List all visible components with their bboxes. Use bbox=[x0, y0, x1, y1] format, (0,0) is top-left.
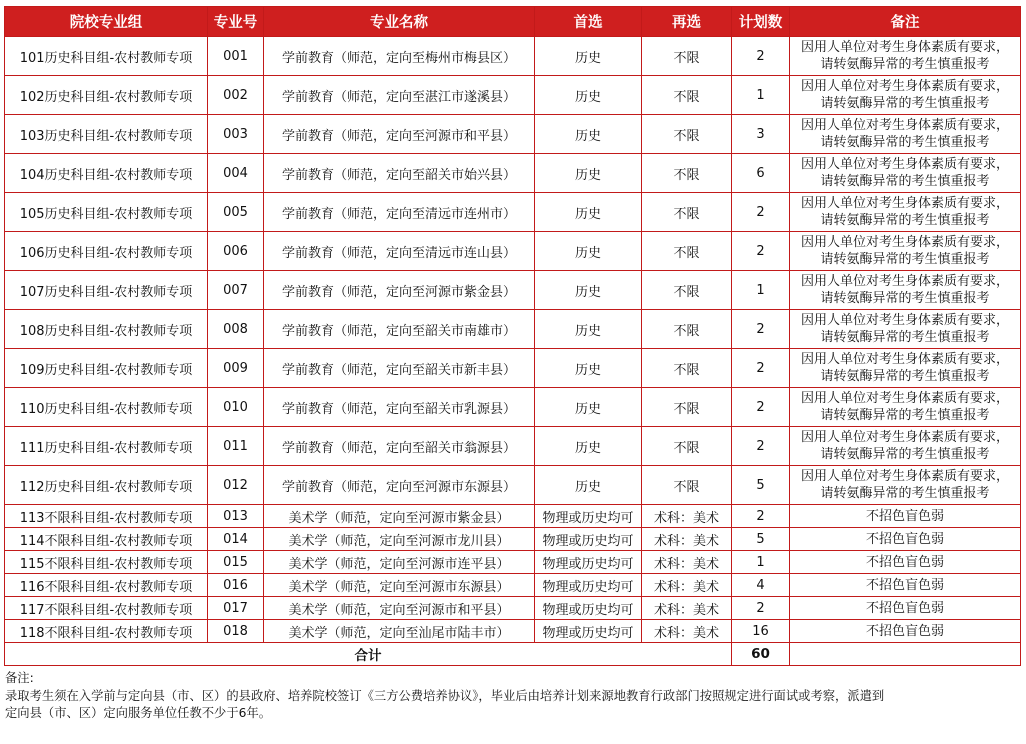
cell-note bbox=[790, 427, 1021, 466]
cell-first-choice: 物理或历史均可 bbox=[535, 528, 642, 551]
cell-major: 学前教育（师范，定向至河源市东源县） bbox=[264, 466, 535, 505]
cell-second-choice: 不限 bbox=[642, 76, 732, 115]
cell-plan: 2 bbox=[732, 232, 790, 271]
cell-code: 012 bbox=[208, 466, 264, 505]
total-note-empty bbox=[790, 643, 1021, 666]
cell-major: 学前教育（师范，定向至梅州市梅县区） bbox=[264, 37, 535, 76]
table-body bbox=[5, 37, 1021, 666]
cell-code: 008 bbox=[208, 310, 264, 349]
note-line-2: 请转氨酶异常的考生慎重报考 bbox=[820, 174, 990, 189]
table-header-row bbox=[5, 7, 1021, 37]
cell-first-choice: 物理或历史均可 bbox=[535, 574, 642, 597]
cell-first-choice: 历史 bbox=[535, 232, 642, 271]
cell-group: 112历史科目组-农村教师专项 bbox=[5, 466, 208, 505]
cell-code: 006 bbox=[208, 232, 264, 271]
cell-first-choice: 历史 bbox=[535, 271, 642, 310]
cell-major: 学前教育（师范，定向至韶关市新丰县） bbox=[264, 349, 535, 388]
note-line-2: 请转氨酶异常的考生慎重报考 bbox=[820, 291, 990, 306]
cell-plan: 2 bbox=[732, 505, 790, 528]
cell-group: 103历史科目组-农村教师专项 bbox=[5, 115, 208, 154]
cell-code: 005 bbox=[208, 193, 264, 232]
cell-plan: 1 bbox=[732, 551, 790, 574]
note-line-1: 因用人单位对考生身体素质有要求， bbox=[800, 79, 1009, 94]
cell-code: 015 bbox=[208, 551, 264, 574]
cell-note bbox=[790, 551, 1021, 574]
cell-code: 017 bbox=[208, 597, 264, 620]
cell-code: 018 bbox=[208, 620, 264, 643]
cell-note bbox=[790, 193, 1021, 232]
table-row bbox=[5, 466, 1021, 505]
cell-group: 117不限科目组-农村教师专项 bbox=[5, 597, 208, 620]
header-first-choice: 首选 bbox=[535, 7, 642, 37]
cell-first-choice: 历史 bbox=[535, 349, 642, 388]
note-line-1: 不招色盲色弱 bbox=[865, 577, 944, 593]
cell-code: 010 bbox=[208, 388, 264, 427]
cell-note bbox=[790, 271, 1021, 310]
cell-major: 学前教育（师范，定向至河源市和平县） bbox=[264, 115, 535, 154]
cell-major: 美术学（师范，定向至河源市龙川县） bbox=[264, 528, 535, 551]
cell-note bbox=[790, 115, 1021, 154]
cell-group: 101历史科目组-农村教师专项 bbox=[5, 37, 208, 76]
cell-first-choice: 历史 bbox=[535, 115, 642, 154]
note-line-2: 请转氨酶异常的考生慎重报考 bbox=[820, 330, 990, 345]
cell-major: 学前教育（师范，定向至湛江市遂溪县） bbox=[264, 76, 535, 115]
cell-code: 013 bbox=[208, 505, 264, 528]
cell-plan: 1 bbox=[732, 76, 790, 115]
cell-note bbox=[790, 154, 1021, 193]
cell-note bbox=[790, 466, 1021, 505]
cell-group: 109历史科目组-农村教师专项 bbox=[5, 349, 208, 388]
header-second-choice: 再选 bbox=[642, 7, 732, 37]
note-line-1: 因用人单位对考生身体素质有要求， bbox=[800, 469, 1009, 484]
cell-major: 学前教育（师范，定向至韶关市翁源县） bbox=[264, 427, 535, 466]
table-row bbox=[5, 310, 1021, 349]
cell-major: 学前教育（师范，定向至河源市紫金县） bbox=[264, 271, 535, 310]
cell-group: 104历史科目组-农村教师专项 bbox=[5, 154, 208, 193]
total-plan: 60 bbox=[732, 643, 790, 666]
table-row bbox=[5, 37, 1021, 76]
table-row bbox=[5, 154, 1021, 193]
cell-first-choice: 历史 bbox=[535, 76, 642, 115]
note-line-1: 因用人单位对考生身体素质有要求， bbox=[800, 430, 1009, 445]
table-row bbox=[5, 349, 1021, 388]
cell-first-choice: 历史 bbox=[535, 427, 642, 466]
cell-second-choice: 术科：美术 bbox=[642, 597, 732, 620]
cell-group: 110历史科目组-农村教师专项 bbox=[5, 388, 208, 427]
table-row bbox=[5, 597, 1021, 620]
cell-code: 004 bbox=[208, 154, 264, 193]
cell-code: 007 bbox=[208, 271, 264, 310]
cell-second-choice: 不限 bbox=[642, 310, 732, 349]
note-line-2: 请转氨酶异常的考生慎重报考 bbox=[820, 57, 990, 72]
table-row bbox=[5, 620, 1021, 643]
table-row bbox=[5, 271, 1021, 310]
cell-group: 114不限科目组-农村教师专项 bbox=[5, 528, 208, 551]
cell-note bbox=[790, 528, 1021, 551]
cell-plan: 2 bbox=[732, 597, 790, 620]
cell-code: 003 bbox=[208, 115, 264, 154]
cell-plan: 16 bbox=[732, 620, 790, 643]
note-line-2: 请转氨酶异常的考生慎重报考 bbox=[820, 408, 990, 423]
enrollment-plan-table-container bbox=[4, 6, 1020, 666]
footnote-title: 备注: bbox=[5, 671, 34, 685]
total-row bbox=[5, 643, 1021, 666]
cell-code: 002 bbox=[208, 76, 264, 115]
note-line-2: 请转氨酶异常的考生慎重报考 bbox=[820, 213, 990, 228]
header-code: 专业号 bbox=[208, 7, 264, 37]
cell-note bbox=[790, 574, 1021, 597]
cell-plan: 2 bbox=[732, 37, 790, 76]
cell-second-choice: 不限 bbox=[642, 232, 732, 271]
header-plan: 计划数 bbox=[732, 7, 790, 37]
cell-major: 学前教育（师范，定向至韶关市始兴县） bbox=[264, 154, 535, 193]
cell-group: 107历史科目组-农村教师专项 bbox=[5, 271, 208, 310]
cell-second-choice: 不限 bbox=[642, 37, 732, 76]
cell-group: 106历史科目组-农村教师专项 bbox=[5, 232, 208, 271]
cell-plan: 2 bbox=[732, 388, 790, 427]
cell-plan: 5 bbox=[732, 466, 790, 505]
header-group: 院校专业组 bbox=[5, 7, 208, 37]
cell-first-choice: 物理或历史均可 bbox=[535, 505, 642, 528]
note-line-1: 因用人单位对考生身体素质有要求， bbox=[800, 157, 1009, 172]
table-row bbox=[5, 76, 1021, 115]
note-line-1: 因用人单位对考生身体素质有要求， bbox=[800, 40, 1009, 55]
cell-group: 113不限科目组-农村教师专项 bbox=[5, 505, 208, 528]
note-line-1: 因用人单位对考生身体素质有要求， bbox=[800, 118, 1009, 133]
note-line-2: 请转氨酶异常的考生慎重报考 bbox=[820, 447, 990, 462]
footnote bbox=[5, 670, 1021, 723]
cell-first-choice: 物理或历史均可 bbox=[535, 597, 642, 620]
note-line-1: 不招色盲色弱 bbox=[865, 554, 944, 570]
cell-second-choice: 术科：美术 bbox=[642, 620, 732, 643]
cell-code: 014 bbox=[208, 528, 264, 551]
header-major: 专业名称 bbox=[264, 7, 535, 37]
cell-group: 111历史科目组-农村教师专项 bbox=[5, 427, 208, 466]
cell-code: 001 bbox=[208, 37, 264, 76]
note-line-2: 请转氨酶异常的考生慎重报考 bbox=[820, 135, 990, 150]
note-line-1: 因用人单位对考生身体素质有要求， bbox=[800, 196, 1009, 211]
cell-plan: 2 bbox=[732, 310, 790, 349]
cell-second-choice: 不限 bbox=[642, 388, 732, 427]
cell-plan: 4 bbox=[732, 574, 790, 597]
footnote-line-2: 定向县（市、区）定向服务单位任教不少于6年。 bbox=[5, 706, 272, 720]
cell-first-choice: 物理或历史均可 bbox=[535, 551, 642, 574]
cell-major: 美术学（师范，定向至汕尾市陆丰市） bbox=[264, 620, 535, 643]
cell-group: 108历史科目组-农村教师专项 bbox=[5, 310, 208, 349]
cell-second-choice: 不限 bbox=[642, 466, 732, 505]
cell-plan: 3 bbox=[732, 115, 790, 154]
note-line-1: 因用人单位对考生身体素质有要求， bbox=[800, 313, 1009, 328]
cell-note bbox=[790, 388, 1021, 427]
cell-plan: 1 bbox=[732, 271, 790, 310]
cell-first-choice: 历史 bbox=[535, 310, 642, 349]
cell-plan: 2 bbox=[732, 427, 790, 466]
footnote-line-1: 录取考生须在入学前与定向县（市、区）的县政府、培养院校签订《三方公费培养协议》，毕业后由培养计划来源地教育行政部门按照规定进行面试或考察，派遣到 bbox=[5, 688, 885, 703]
note-line-1: 不招色盲色弱 bbox=[865, 508, 944, 524]
table-row bbox=[5, 388, 1021, 427]
note-line-2: 请转氨酶异常的考生慎重报考 bbox=[820, 486, 990, 501]
cell-first-choice: 物理或历史均可 bbox=[535, 620, 642, 643]
cell-first-choice: 历史 bbox=[535, 466, 642, 505]
cell-first-choice: 历史 bbox=[535, 154, 642, 193]
cell-note bbox=[790, 597, 1021, 620]
cell-code: 016 bbox=[208, 574, 264, 597]
cell-second-choice: 不限 bbox=[642, 427, 732, 466]
cell-plan: 6 bbox=[732, 154, 790, 193]
cell-note bbox=[790, 37, 1021, 76]
cell-note bbox=[790, 349, 1021, 388]
cell-first-choice: 历史 bbox=[535, 193, 642, 232]
cell-code: 009 bbox=[208, 349, 264, 388]
cell-second-choice: 不限 bbox=[642, 154, 732, 193]
cell-note bbox=[790, 505, 1021, 528]
table-row bbox=[5, 505, 1021, 528]
note-line-1: 因用人单位对考生身体素质有要求， bbox=[800, 391, 1009, 406]
cell-note bbox=[790, 232, 1021, 271]
note-line-2: 请转氨酶异常的考生慎重报考 bbox=[820, 369, 990, 384]
cell-plan: 2 bbox=[732, 193, 790, 232]
cell-major: 美术学（师范，定向至河源市和平县） bbox=[264, 597, 535, 620]
cell-second-choice: 不限 bbox=[642, 349, 732, 388]
cell-group: 118不限科目组-农村教师专项 bbox=[5, 620, 208, 643]
total-label: 合计 bbox=[5, 643, 732, 666]
enrollment-plan-table bbox=[4, 6, 1021, 666]
cell-group: 115不限科目组-农村教师专项 bbox=[5, 551, 208, 574]
note-line-2: 请转氨酶异常的考生慎重报考 bbox=[820, 252, 990, 267]
cell-major: 学前教育（师范，定向至清远市连州市） bbox=[264, 193, 535, 232]
cell-second-choice: 不限 bbox=[642, 271, 732, 310]
table-row bbox=[5, 193, 1021, 232]
note-line-1: 不招色盲色弱 bbox=[865, 600, 944, 616]
table-row bbox=[5, 551, 1021, 574]
cell-first-choice: 历史 bbox=[535, 388, 642, 427]
note-line-1: 不招色盲色弱 bbox=[865, 623, 944, 639]
cell-code: 011 bbox=[208, 427, 264, 466]
cell-major: 学前教育（师范，定向至韶关市乳源县） bbox=[264, 388, 535, 427]
cell-major: 学前教育（师范，定向至韶关市南雄市） bbox=[264, 310, 535, 349]
cell-major: 学前教育（师范，定向至清远市连山县） bbox=[264, 232, 535, 271]
cell-second-choice: 术科：美术 bbox=[642, 551, 732, 574]
note-line-1: 因用人单位对考生身体素质有要求， bbox=[800, 274, 1009, 289]
cell-group: 105历史科目组-农村教师专项 bbox=[5, 193, 208, 232]
cell-second-choice: 术科：美术 bbox=[642, 574, 732, 597]
note-line-1: 因用人单位对考生身体素质有要求， bbox=[800, 352, 1009, 367]
cell-group: 102历史科目组-农村教师专项 bbox=[5, 76, 208, 115]
cell-major: 美术学（师范，定向至河源市紫金县） bbox=[264, 505, 535, 528]
cell-note bbox=[790, 76, 1021, 115]
cell-plan: 5 bbox=[732, 528, 790, 551]
table-row bbox=[5, 115, 1021, 154]
cell-note bbox=[790, 620, 1021, 643]
cell-first-choice: 历史 bbox=[535, 37, 642, 76]
cell-second-choice: 术科：美术 bbox=[642, 528, 732, 551]
table-row bbox=[5, 528, 1021, 551]
table-row bbox=[5, 232, 1021, 271]
cell-second-choice: 术科：美术 bbox=[642, 505, 732, 528]
cell-second-choice: 不限 bbox=[642, 115, 732, 154]
cell-second-choice: 不限 bbox=[642, 193, 732, 232]
table-row bbox=[5, 427, 1021, 466]
note-line-2: 请转氨酶异常的考生慎重报考 bbox=[820, 96, 990, 111]
cell-plan: 2 bbox=[732, 349, 790, 388]
cell-group: 116不限科目组-农村教师专项 bbox=[5, 574, 208, 597]
cell-major: 美术学（师范，定向至河源市连平县） bbox=[264, 551, 535, 574]
table-row bbox=[5, 574, 1021, 597]
note-line-1: 因用人单位对考生身体素质有要求， bbox=[800, 235, 1009, 250]
cell-major: 美术学（师范，定向至河源市东源县） bbox=[264, 574, 535, 597]
header-note: 备注 bbox=[790, 7, 1021, 37]
cell-note bbox=[790, 310, 1021, 349]
note-line-1: 不招色盲色弱 bbox=[865, 531, 944, 547]
